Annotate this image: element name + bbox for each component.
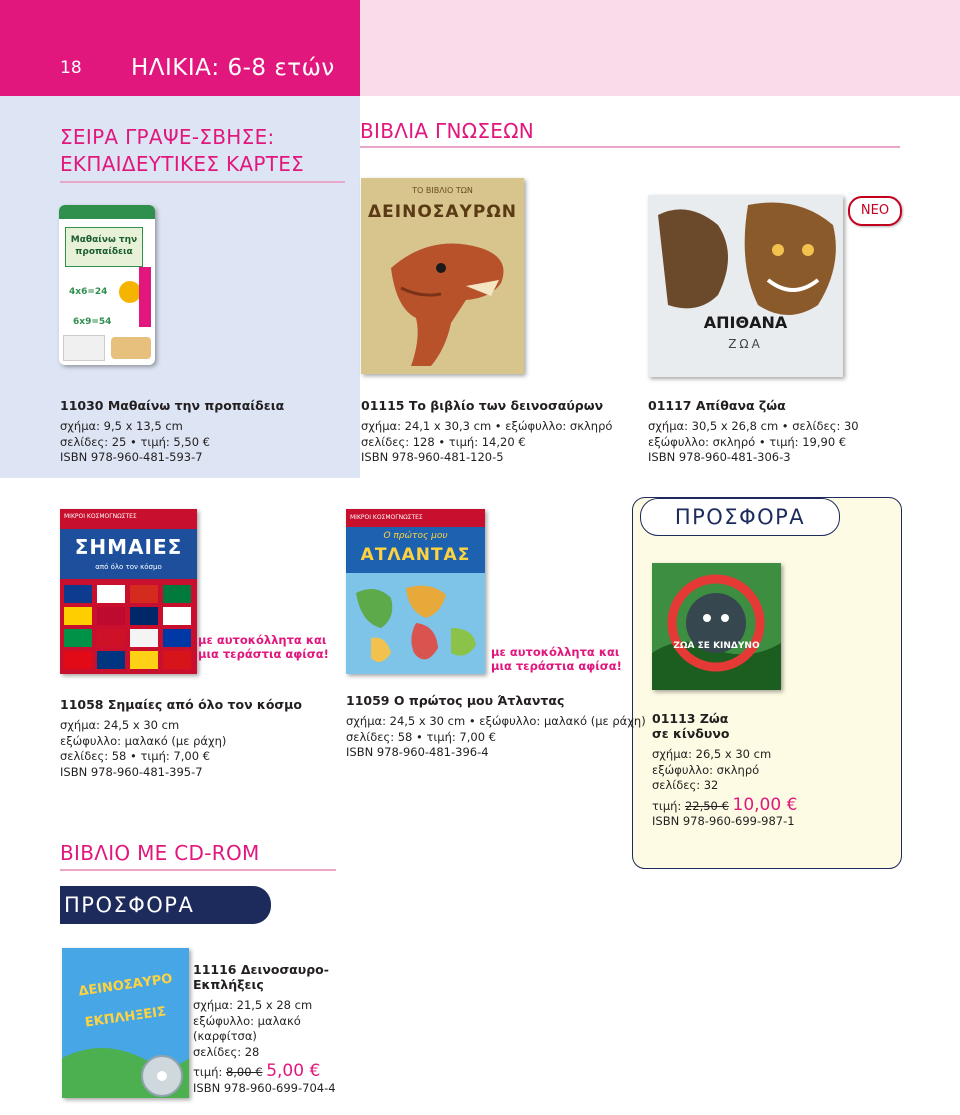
product-11030: [60, 398, 284, 466]
cover-dino-surprises[interactable]: [62, 948, 189, 1098]
cover-title: ΔΕΙΝΟΣΑΥΡΟ: [77, 971, 174, 1000]
cover-band: [59, 205, 155, 219]
product-title: 01113 Ζώα σε κίνδυνο: [652, 711, 730, 741]
new-badge: ΝΕΟ: [848, 196, 902, 226]
cover-title: ΑΤΛΑΝΤΑΣ: [360, 545, 471, 565]
product-01115: [361, 398, 612, 466]
cover-title: ΣΗΜΑΙΕΣ: [74, 535, 183, 559]
old-price: 8,00 €: [225, 1065, 263, 1079]
series-label: ΜΙΚΡΟΙ ΚΟΣΜΟΓΝΩΣΤΕΣ: [64, 513, 137, 520]
header-pale-band: [360, 0, 960, 96]
product-01117: [648, 398, 859, 466]
cover-subtitle: ΖΩΑ: [728, 337, 763, 351]
cover-subtitle: ΤΟ ΒΙΒΛΙΟ ΤΩΝ: [412, 186, 473, 195]
cover-subtitle: από όλο τον κόσμο: [95, 563, 162, 571]
product-details: σχήμα: 30,5 x 26,8 cm • σελίδες: 30 εξώφυλλο: σκληρό • τιμή: 19,90 € ISBN 978-960-481-306-3: [648, 419, 859, 464]
cover-title: ΕΚΠΛΗΞΕΙΣ: [84, 1004, 167, 1031]
product-11116: [193, 962, 336, 1096]
new-price: 10,00 €: [732, 794, 798, 815]
section-divider: [60, 181, 345, 183]
new-price: 5,00 €: [266, 1061, 321, 1081]
danger-illustration: [652, 563, 781, 690]
cover-equation: 4x6=24: [69, 287, 108, 297]
cover-subtitle: Ο πρώτος μου: [383, 531, 448, 541]
cover-dinosaurs[interactable]: [361, 178, 524, 374]
product-title: 11030 Μαθαίνω την προπαίδεια: [60, 398, 285, 413]
cover-flags[interactable]: [60, 509, 197, 674]
cards-section-title: ΣΕΙΡΑ ΓΡΑΨΕ-ΣΒΗΣΕ: ΕΚΠΑΙΔΕΥΤΙΚΕΣ ΚΑΡΤΕΣ: [60, 125, 305, 176]
series-label: ΜΙΚΡΟΙ ΚΟΣΜΟΓΝΩΣΤΕΣ: [350, 514, 423, 521]
product-title: 11059 Ο πρώτος μου Άτλαντας: [346, 693, 565, 708]
decor-stripe: [139, 267, 151, 327]
sticker-note: με αυτοκόλλητα και μια τεράστια αφίσα!: [491, 645, 622, 673]
cover-atlas[interactable]: [346, 509, 485, 674]
flags-grid-illustration: [64, 585, 193, 671]
cover-title: ΑΠΙΘΑΝΑ: [703, 313, 788, 332]
product-title: 01117 Απίθανα ζώα: [648, 398, 786, 413]
product-details: σχήμα: 21,5 x 28 cm εξώφυλλο: μαλακό (καρφίτσα) σελίδες: 28 τιμή: 8,00 € 5,00 € ISBN 978-960-699-704-4: [193, 998, 336, 1095]
product-11059: [346, 693, 646, 761]
product-details: σχήμα: 9,5 x 13,5 cm σελίδες: 25 • τιμή: 5,50 € ISBN 978-960-481-593-7: [60, 419, 210, 464]
cover-amazing-animals[interactable]: [648, 195, 843, 377]
price-line: τιμή: 22,50 € 10,00 €: [652, 794, 798, 815]
product-11058: [60, 697, 302, 780]
page-title: ΗΛΙΚΙΑ: 6-8 ετών: [131, 55, 335, 81]
cover-title: ΔΕΙΝΟΣΑΥΡΩΝ: [368, 202, 517, 222]
section-divider: [360, 146, 900, 148]
cover-animals-in-danger[interactable]: [652, 563, 781, 690]
world-map-illustration: [346, 573, 485, 674]
product-details: σχήμα: 26,5 x 30 cm εξώφυλλο: σκληρό σελίδες: 32 τιμή: 22,50 € 10,00 € ISBN 978-960-699-987-1: [652, 747, 798, 828]
decor-shape: [119, 281, 141, 303]
sticker-note: με αυτοκόλλητα και μια τεράστια αφίσα!: [198, 633, 329, 661]
offer-banner: ΠΡΟΣΦΟΡΑ: [60, 886, 271, 924]
cover-equation: 6x9=54: [73, 317, 112, 327]
product-details: σχήμα: 24,1 x 30,3 cm • εξώφυλλο: σκληρό σελίδες: 128 • τιμή: 14,20 € ISBN 978-960-481-120-5: [361, 419, 613, 464]
page-number: 18: [60, 58, 82, 78]
decor-shape: [63, 335, 105, 361]
offer-label: ΠΡΟΣΦΟΡΑ: [640, 498, 840, 536]
cover-title: ΖΩΑ ΣΕ ΚΙΝΔΥΝΟ: [673, 641, 760, 651]
cdrom-section-title: ΒΙΒΛΙΟ ΜΕ CD-ROM: [60, 841, 260, 865]
product-details: σχήμα: 24,5 x 30 cm • εξώφυλλο: μαλακό (με ράχη) σελίδες: 58 • τιμή: 7,00 € ISBN 978-960-481-396-4: [346, 714, 646, 759]
section-divider: [60, 869, 336, 871]
product-title: 11058 Σημαίες από όλο τον κόσμο: [60, 697, 302, 712]
product-title: 01115 Το βιβλίο των δεινοσαύρων: [361, 398, 604, 413]
dinosaur-illustration: [371, 228, 521, 368]
product-title: 11116 Δεινοσαυρο- Εκπλήξεις: [193, 962, 329, 992]
price-line: τιμή: 8,00 € 5,00 €: [193, 1061, 321, 1081]
cover-title: Μαθαίνω την προπαίδεια: [65, 227, 143, 267]
header-band: [0, 0, 360, 96]
old-price: 22,50 €: [684, 798, 729, 813]
decor-shape: [111, 337, 151, 359]
knowledge-section-title: ΒΙΒΛΙΑ ΓΝΩΣΕΩΝ: [360, 119, 535, 143]
product-01113: [652, 711, 797, 830]
cover-math-cards[interactable]: [59, 205, 155, 365]
product-details: σχήμα: 24,5 x 30 cm εξώφυλλο: μαλακό (με ράχη) σελίδες: 58 • τιμή: 7,00 € ISBN 978-960-481-395-7: [60, 718, 227, 779]
